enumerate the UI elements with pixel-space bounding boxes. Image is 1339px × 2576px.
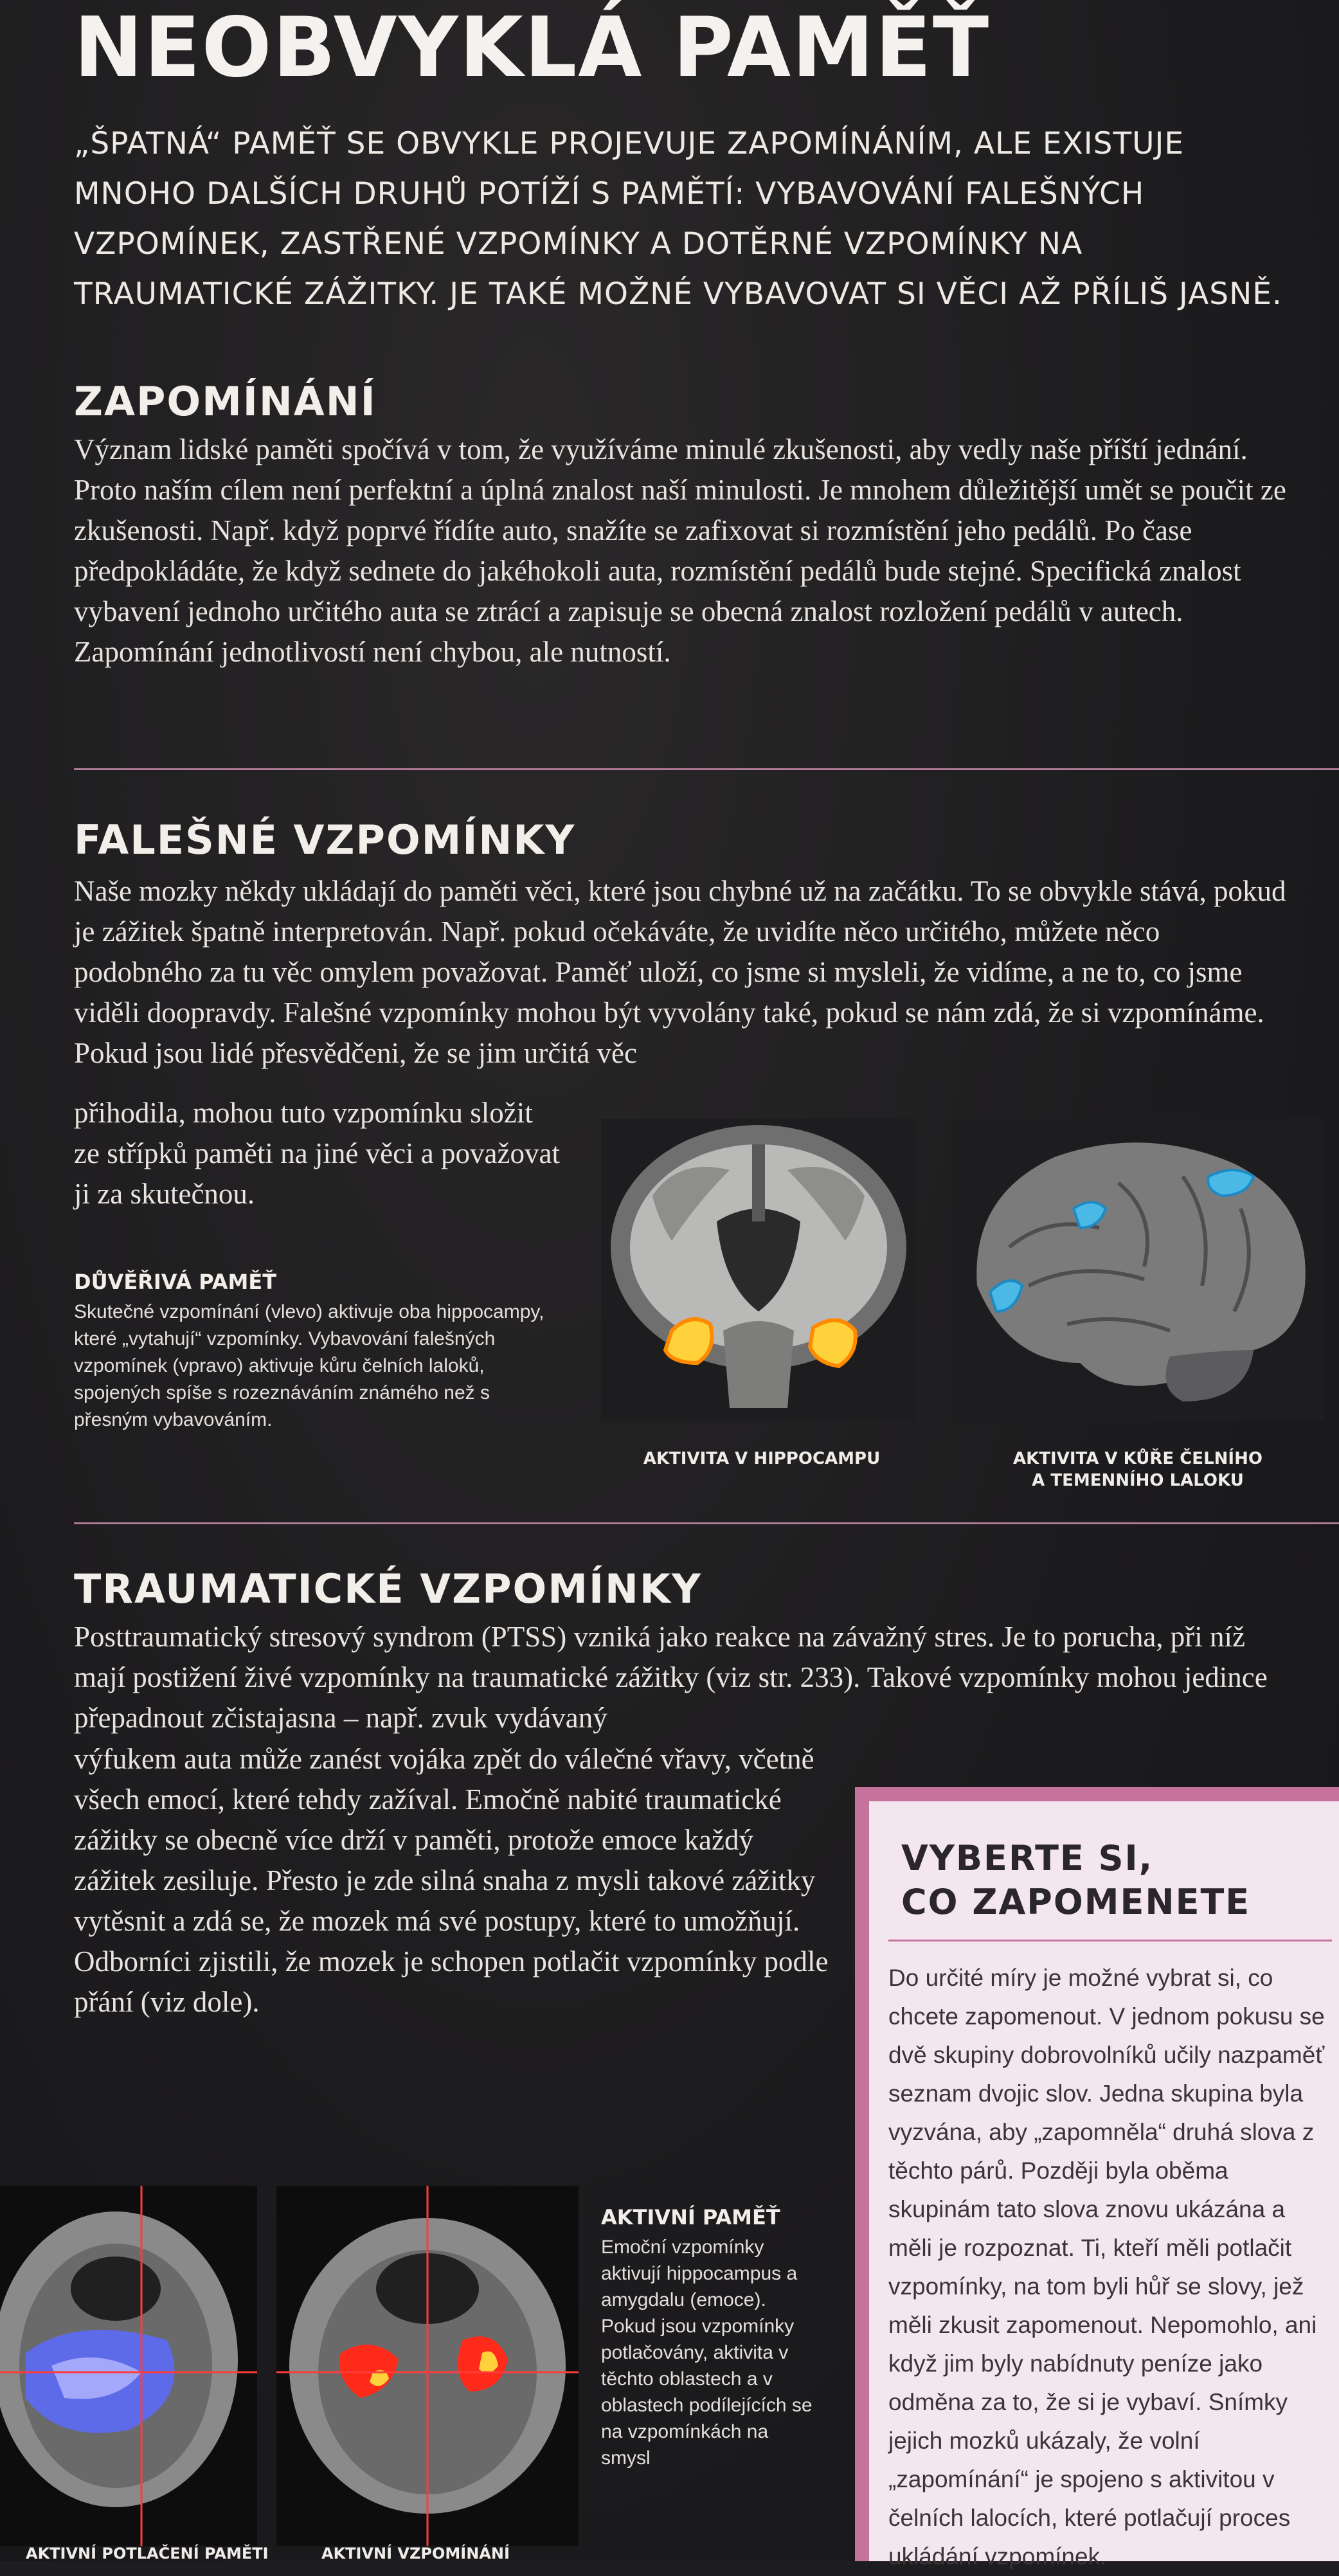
label-hippocampus-activity: AKTIVITA V HIPPOCAMPU xyxy=(643,1449,881,1468)
section-text-traumatic-cont: výfukem auta může zanést vojáka zpět do válečné vřavy, včetně všech emocí, které tehdy zažíval. Emočně nabité traumatické zážitky se obecně více drží v paměti, protože emoce každý zážitek zesiluje. Přesto je zde silná snaha z mysli takové zážitky vytěsnit a zdá se, že mozek má své postupy, které to umožňují. Odborníci zjistili, že mozek je schopen potlačit vzpomínky podle přání (viz dole). xyxy=(74,1743,829,2018)
label-active-recall: AKTIVNÍ VZPOMÍNÁNÍ xyxy=(321,2544,510,2562)
intro-text: „ŠPATNÁ“ PAMĚŤ SE OBVYKLE PROJEVUJE ZAPOMÍNÁNÍM, ALE EXISTUJE MNOHO DALŠÍCH DRUHŮ POTÍŽÍ S PAMĚTÍ: VYBAVOVÁNÍ FALEŠNÝCH VZPOMÍNEK, ZASTŘENÉ VZPOMÍNKY A DOTĚRNÉ VZPOMÍNKY NA TRAUMATICKÉ ZÁŽITKY. JE TAKÉ MOŽNÉ VYBAVOVAT SI VĚCI AŽ PŘÍLIŠ JASNĚ. xyxy=(74,126,1282,312)
sidebar-box xyxy=(855,1787,1339,2570)
section-text-false-memories-cont: přihodila, mohou tuto vzpomínku složit ze střípků paměti na jiné věci a považovat ji za skutečnou. xyxy=(74,1097,560,1210)
brain-axial-suppression-image xyxy=(0,2186,257,2546)
label-active-suppression: AKTIVNÍ POTLAČENÍ PAMĚTI xyxy=(26,2544,269,2562)
brain-coronal-image xyxy=(601,1119,916,1421)
brain-axial-recall-image xyxy=(276,2186,579,2546)
section-text-forgetting: Význam lidské paměti spočívá v tom, že využíváme minulé zkušenosti, aby vedly naše příští jednání. Proto naším cílem není perfektní a úplná znalost naší minulosti. Je mnohem důležitější umět se poučit ze zkušenosti. Např. když poprvé řídíte auto, snažíte se zafixovat si rozmístění jeho pedálů. Po čase předpokládáte, že když sednete do jakéhokoli auta, rozmístění pedálů bude stejné. Specifická znalost vybavení jednoho určitého auta se ztrácí a zapisuje se obecná znalost rozložení pedálů v autech. Zapomínání jednotlivostí není chybou, ale nutností. xyxy=(74,433,1286,668)
section-text-false-memories: Naše mozky někdy ukládají do paměti věci, které jsou chybné už na začátku. To se obvykle stává, pokud je zážitek špatně interpretován. Např. pokud očekáváte, že uvidíte něco určitého, můžete něco podobného za tu věc omylem považovat. Paměť uloží, co jsme si mysleli, že vidíme, a ne to, co jsme viděli doopravdy. Falešné vzpomínky mohou být vyvolány také, pokud se nám zdá, že si vzpomínáme. Pokud jsou lidé přesvědčeni, že se jim určitá věc xyxy=(74,875,1286,1069)
sidebar-title xyxy=(901,1837,1326,1924)
section-heading-false-memories: FALEŠNÉ VZPOMÍNKY xyxy=(74,816,576,863)
section-heading-traumatic: TRAUMATICKÉ VZPOMÍNKY xyxy=(74,1565,702,1612)
section-text-traumatic: Posttraumatický stresový syndrom (PTSS) vzniká jako reakce na závažný stres. Je to porucha, při níž mají postižení živé vzpomínky na traumatické zážitky (viz str. 233). Takové vzpomínky mohou jedince přepadnout zčistajasna – např. zvuk vydávaný xyxy=(74,1621,1268,1734)
caption-title-trusting-memory: DŮVĚŘIVÁ PAMĚŤ xyxy=(74,1270,277,1294)
caption-title-active-memory: AKTIVNÍ PAMĚŤ xyxy=(601,2205,780,2229)
label-cortex-activity-line1: AKTIVITA V KŮŘE ČELNÍHO xyxy=(1013,1449,1263,1468)
sidebar-text: Do určité míry je možné vybrat si, co chcete zapomenout. V jednom pokusu se dvě skupiny dobrovolníků učily nazpaměť seznam dvojic slov. Jedna skupina byla vyzvána, aby „zapomněla“ druhá slova z těchto párů. Později byla oběma skupinám tato slova znovu ukázána a měli je rozpoznat. Ti, kteří měli potlačit vzpomínky, na tom byli hůř se slovy, jež měli zkusit zapomenout. Nepomohlo, ani když jim byly nabídnuty peníze jako odměna za to, že si je vybaví. Snímky jejich mozků ukázaly, že volní „zapomínání“ je spojeno s aktivitou v čelních lalocích, které potlačují proces ukládání vzpomínek. xyxy=(888,1965,1325,2570)
caption-text-trusting-memory: Skutečné vzpomínání (vlevo) aktivuje oba hippocampy, které „vytahují“ vzpomínky. Vybavování falešných vzpomínek (vpravo) aktivuje kůru čelních laloků, spojených spíše s rozeznáváním známého než s přesným vybavováním. xyxy=(74,1301,544,1430)
label-cortex-activity-line2: A TEMENNÍHO LALOKU xyxy=(1032,1471,1244,1490)
caption-text-active-memory: Emoční vzpomínky aktivují hippocampus a amygdalu (emoce). Pokud jsou vzpomínky potlačovány, aktivita v těchto oblastech a v oblastech podílejících se na vzpomínkách na smysl xyxy=(601,2237,813,2469)
sidebar-title-line1: VYBERTE SI, xyxy=(901,1838,1154,1878)
brain-lateral-image xyxy=(951,1119,1324,1421)
page-title: NEOBVYKLÁ PAMĚŤ xyxy=(74,0,991,96)
section-divider xyxy=(74,1522,1339,1524)
sidebar-divider xyxy=(888,1940,1332,1941)
section-heading-forgetting: ZAPOMÍNÁNÍ xyxy=(74,378,377,425)
section-divider xyxy=(74,768,1339,770)
sidebar-title-line2: CO ZAPOMENETE xyxy=(901,1882,1251,1922)
